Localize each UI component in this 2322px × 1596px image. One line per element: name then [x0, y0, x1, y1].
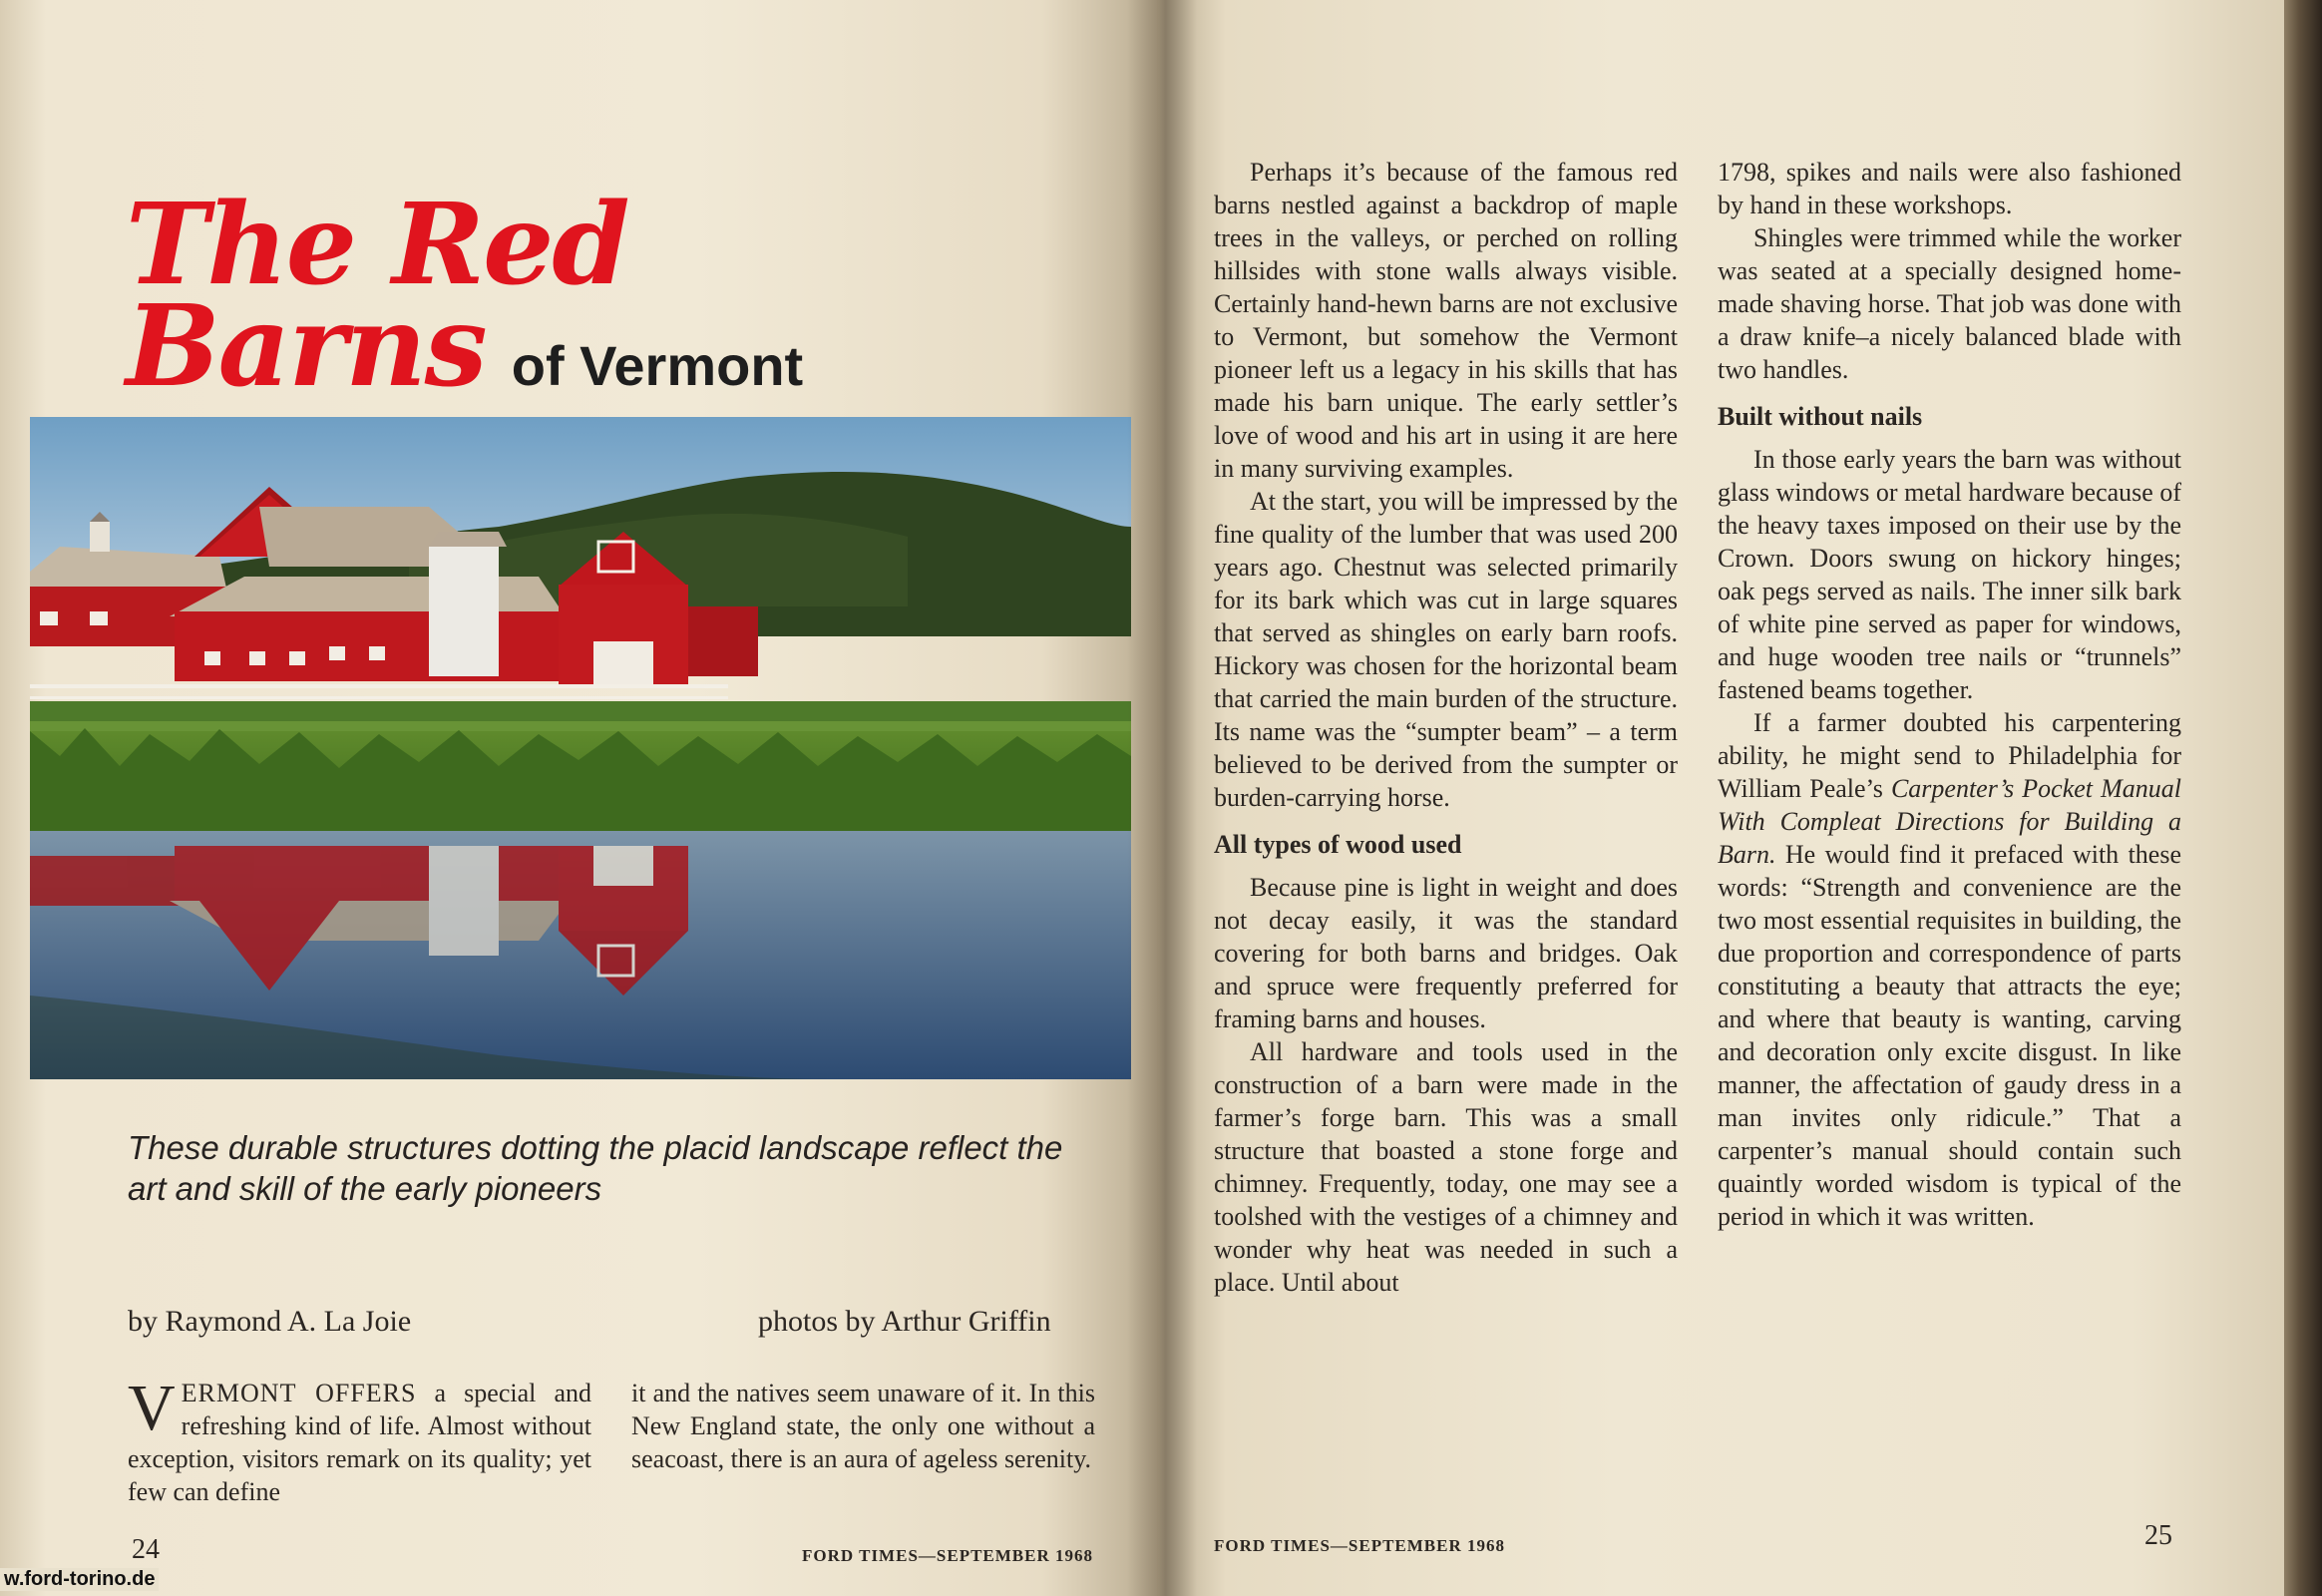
right-col2-paragraph-4 [1718, 706, 2181, 1233]
right-col2-paragraph-1: 1798, spikes and nails were also fashioned by hand in these workshops. [1718, 158, 2181, 219]
site-watermark: w.ford-torino.de [0, 1568, 159, 1591]
title-line-2-text: Barns [126, 281, 486, 412]
subheading-all-types-of-wood: All types of wood used [1214, 830, 1462, 859]
footer-left: FORD TIMES—SEPTEMBER 1968 [802, 1546, 1094, 1565]
lead-in-small-caps: ERMONT OFFERS [181, 1379, 417, 1407]
article-title [126, 180, 804, 417]
right-body-column-2 [1718, 156, 2181, 1233]
article-dek: These durable structures dotting the placid landscape reflect the art and skill of the early pioneers [128, 1129, 1063, 1207]
red-barns-photo [30, 417, 1131, 1079]
right-col1-paragraph-3: Because pine is light in weight and does not decay easily, it was the standard covering for both barns and bridges. Oak and spruce were frequently preferred for framing barns and houses. [1214, 873, 1678, 1033]
right-page [1157, 0, 2304, 1596]
byline-author: by Raymond A. La Joie [128, 1305, 412, 1338]
right-col1-paragraph-1: Perhaps it’s because of the famous red barns nestled against a backdrop of maple trees in the valleys, or perched on rolling hillsides with stone walls always visible. Certainly hand-hewn barns are not exclusive to Vermont, but somehow the Vermont pioneer left us a legacy in his skills that has made his barn unique. The early settler’s love of wood and his art in using it are here in many surviving examples. [1214, 158, 1678, 483]
page-number-right: 25 [2144, 1520, 2172, 1551]
right-col2-paragraph-2: Shingles were trimmed while the worker was seated at a specially designed home-made shaving horse. That job was done with a draw knife–a nicely balanced blade with two handles. [1718, 223, 2181, 384]
subheading-built-without-nails: Built without nails [1718, 402, 1923, 431]
right-col2-paragraph-3: In those early years the barn was without glass windows or metal hardware because of the heavy taxes imposed on their use by the Crown. Doors swung on hickory hinges; oak pegs served as nails. The inner silk bark of white pine served as paper for windows, and huge wooden tree nails or “trunnels” fastened beams together. [1718, 445, 2181, 704]
book-spine-shadow [1127, 0, 1197, 1596]
book-title: Carpenter’s Pocket Manual With Compleat Directions for Building a Barn. [1718, 774, 2181, 869]
right-body-column-1 [1214, 156, 1678, 1299]
footer-right: FORD TIMES—SEPTEMBER 1968 [1214, 1536, 1506, 1555]
right-col1-paragraph-2: At the start, you will be impressed by the fine quality of the lumber that was used 200 years ago. Chestnut was selected primarily for its bark which was cut in large squares that served as shingles on early barn roofs. Hickory was chosen for the horizontal beam that carried the main burden of the structure. Its name was the “sumpter beam” – a term believed to be derived from the sumpter or burden-carrying horse. [1214, 487, 1678, 812]
right-col2-p4-part-b: He would find it prefaced with these words: “Strength and convenience are the two most essential requisites in building, the due proportion and correspondence of parts constituting a beauty that attracts the eye; and where that beauty is wanting, carving and decoration only excite disgust. In like manner, the affectation of gaudy dress in a man invites only ridicule.” That a carpenter’s manual should contain such quaintly worded wisdom is typical of the period in which it was written. [1718, 840, 2181, 1231]
left-body-text-1: a special and refreshing kind of life. Almost without exception, visitors remark on its quality; yet few can define [128, 1379, 591, 1506]
page-number-left: 24 [132, 1534, 160, 1565]
left-page [0, 0, 1157, 1596]
right-col1-paragraph-4: All hardware and tools used in the construction of a barn were made in the farmer’s forge barn. This was a small structure that boasted a stone forge and chimney. Frequently, today, one may see a toolshed with the vestiges of a chimney and wonder why heat was needed in such a place. Until about [1214, 1037, 1678, 1297]
right-col2-p4-part-a: If a farmer doubted his carpentering ability, he might send to Philadelphia for William Peale’s [1718, 708, 2181, 803]
drop-cap: V [128, 1372, 176, 1444]
left-body-column-2 [631, 1377, 1095, 1475]
left-body-paragraph-1 [128, 1372, 591, 1508]
title-line-2 [126, 281, 804, 417]
title-line-1: The Red [126, 180, 628, 310]
title-suffix: of Vermont [511, 334, 804, 397]
left-body-column-1 [128, 1372, 591, 1508]
left-body-paragraph-2: it and the natives seem unaware of it. In this New England state, the only one without a seacoast, there is an aura of ageless serenity. [631, 1379, 1095, 1473]
page-edge [2284, 0, 2322, 1596]
byline-photos: photos by Arthur Griffin [758, 1305, 1051, 1338]
